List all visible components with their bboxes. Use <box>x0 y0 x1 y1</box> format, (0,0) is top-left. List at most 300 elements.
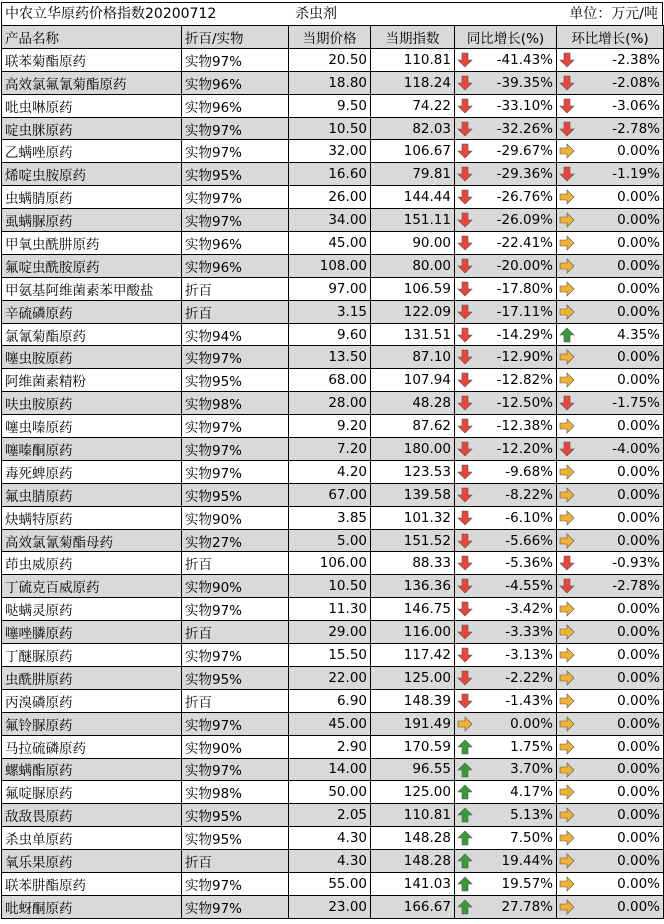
current-price: 15.50 <box>289 644 371 667</box>
yoy-change <box>455 71 557 94</box>
title-row <box>1 2 663 25</box>
mom-change <box>557 850 664 873</box>
table-row <box>2 689 664 712</box>
yoy-value: -12.50% <box>496 395 553 412</box>
yoy-value: -8.22% <box>505 486 553 503</box>
current-price: 9.20 <box>289 415 371 438</box>
current-price: 11.30 <box>289 598 371 621</box>
mom-change <box>557 232 664 255</box>
product-spec: 实物90% <box>182 735 289 758</box>
current-price: 6.90 <box>289 689 371 712</box>
table-row <box>2 827 664 850</box>
product-name: 甲氧虫酰肼原药 <box>2 232 182 255</box>
table-row <box>2 735 664 758</box>
product-spec: 实物96% <box>182 94 289 117</box>
yoy-value: -17.80% <box>496 280 553 297</box>
product-name: 呋虫胺原药 <box>2 392 182 415</box>
table-row <box>2 323 664 346</box>
product-spec: 实物97% <box>182 186 289 209</box>
table-body <box>2 48 664 918</box>
table-row <box>2 392 664 415</box>
yoy-value: -5.66% <box>505 532 553 549</box>
current-price: 45.00 <box>289 232 371 255</box>
yoy-change <box>455 689 557 712</box>
current-index: 151.52 <box>371 529 455 552</box>
yoy-change <box>455 804 557 827</box>
product-spec: 实物95% <box>182 163 289 186</box>
product-name: 啶虫脒原药 <box>2 117 182 140</box>
product-name: 辛硫磷原药 <box>2 300 182 323</box>
current-index: 148.28 <box>371 827 455 850</box>
mom-change <box>557 415 664 438</box>
yoy-value: -5.36% <box>505 555 553 572</box>
product-spec: 实物97% <box>182 644 289 667</box>
mom-value: 0.00% <box>617 898 660 915</box>
col-header-index: 当期指数 <box>371 26 455 49</box>
current-price: 3.85 <box>289 506 371 529</box>
mom-value: -2.38% <box>612 51 660 68</box>
current-price: 5.00 <box>289 529 371 552</box>
current-index: 74.22 <box>371 94 455 117</box>
table-row <box>2 415 664 438</box>
current-index: 96.55 <box>371 758 455 781</box>
current-price: 2.05 <box>289 804 371 827</box>
product-name: 烯啶虫胺原药 <box>2 163 182 186</box>
product-spec: 折百 <box>182 552 289 575</box>
current-price: 18.80 <box>289 71 371 94</box>
product-spec: 实物97% <box>182 117 289 140</box>
yoy-change <box>455 712 557 735</box>
mom-change <box>557 712 664 735</box>
table-row <box>2 781 664 804</box>
product-name: 氟虫腈原药 <box>2 483 182 506</box>
yoy-value: -1.43% <box>505 692 553 709</box>
current-index: 141.03 <box>371 872 455 895</box>
mom-change <box>557 621 664 644</box>
mom-value: 0.00% <box>617 692 660 709</box>
yoy-change <box>455 254 557 277</box>
product-name: 氟啶虫酰胺原药 <box>2 254 182 277</box>
yoy-value: -3.33% <box>505 624 553 641</box>
col-header-price: 当期价格 <box>289 26 371 49</box>
current-price: 13.50 <box>289 346 371 369</box>
product-name: 杀虫单原药 <box>2 827 182 850</box>
mom-value: 0.00% <box>617 303 660 320</box>
product-name: 高效氯氰菊酯母药 <box>2 529 182 552</box>
yoy-change <box>455 758 557 781</box>
yoy-value: 3.70% <box>510 761 553 778</box>
current-index: 116.00 <box>371 621 455 644</box>
mom-change <box>557 781 664 804</box>
col-header-name: 产品名称 <box>2 26 182 49</box>
mom-change <box>557 323 664 346</box>
table-row <box>2 621 664 644</box>
mom-change <box>557 277 664 300</box>
product-spec: 实物90% <box>182 506 289 529</box>
table-row <box>2 598 664 621</box>
col-header-spec: 折百/实物 <box>182 26 289 49</box>
mom-value: 0.00% <box>617 143 660 160</box>
product-name: 噻唑膦原药 <box>2 621 182 644</box>
yoy-change <box>455 209 557 232</box>
yoy-value: 1.75% <box>510 738 553 755</box>
current-price: 50.00 <box>289 781 371 804</box>
table-row <box>2 209 664 232</box>
current-price: 3.15 <box>289 300 371 323</box>
current-index: 148.28 <box>371 850 455 873</box>
yoy-change <box>455 621 557 644</box>
mom-value: 0.00% <box>617 257 660 274</box>
yoy-change <box>455 735 557 758</box>
yoy-change <box>455 94 557 117</box>
mom-value: 0.00% <box>617 624 660 641</box>
table-row <box>2 529 664 552</box>
current-index: 48.28 <box>371 392 455 415</box>
mom-value: -4.00% <box>612 440 660 457</box>
mom-value: 0.00% <box>617 646 660 663</box>
yoy-change <box>455 552 557 575</box>
current-price: 108.00 <box>289 254 371 277</box>
yoy-change <box>455 300 557 323</box>
product-name: 丁醚脲原药 <box>2 644 182 667</box>
table-row <box>2 644 664 667</box>
yoy-value: -12.38% <box>496 418 553 435</box>
product-name: 虱螨脲原药 <box>2 209 182 232</box>
product-spec: 折百 <box>182 689 289 712</box>
mom-change <box>557 346 664 369</box>
product-spec: 实物96% <box>182 254 289 277</box>
mom-change <box>557 758 664 781</box>
mom-change <box>557 689 664 712</box>
product-name: 氯氰菊酯原药 <box>2 323 182 346</box>
product-spec: 实物95% <box>182 369 289 392</box>
table-row <box>2 186 664 209</box>
product-spec: 实物97% <box>182 48 289 71</box>
current-index: 87.62 <box>371 415 455 438</box>
current-price: 4.30 <box>289 850 371 873</box>
yoy-change <box>455 346 557 369</box>
mom-change <box>557 94 664 117</box>
current-price: 9.50 <box>289 94 371 117</box>
current-index: 125.00 <box>371 666 455 689</box>
yoy-change <box>455 117 557 140</box>
product-name: 联苯菊酯原药 <box>2 48 182 71</box>
current-price: 10.50 <box>289 575 371 598</box>
yoy-value: -6.10% <box>505 509 553 526</box>
yoy-change <box>455 415 557 438</box>
yoy-value: -12.82% <box>496 372 553 389</box>
mom-change <box>557 71 664 94</box>
product-name: 吡蚜酮原药 <box>2 895 182 918</box>
mom-value: -3.06% <box>612 97 660 114</box>
product-name: 马拉硫磷原药 <box>2 735 182 758</box>
table-row <box>2 506 664 529</box>
product-spec: 实物98% <box>182 392 289 415</box>
yoy-change <box>455 781 557 804</box>
table-row <box>2 254 664 277</box>
current-index: 125.00 <box>371 781 455 804</box>
product-name: 氟铃脲原药 <box>2 712 182 735</box>
yoy-change <box>455 872 557 895</box>
yoy-change <box>455 483 557 506</box>
mom-value: 0.00% <box>617 349 660 366</box>
current-price: 45.00 <box>289 712 371 735</box>
product-name: 吡虫啉原药 <box>2 94 182 117</box>
yoy-change <box>455 895 557 918</box>
yoy-value: -12.90% <box>496 349 553 366</box>
product-spec: 实物27% <box>182 529 289 552</box>
yoy-change <box>455 186 557 209</box>
table-row <box>2 300 664 323</box>
current-index: 144.44 <box>371 186 455 209</box>
table-row <box>2 552 664 575</box>
current-index: 123.53 <box>371 460 455 483</box>
product-name: 炔螨特原药 <box>2 506 182 529</box>
mom-value: -1.75% <box>612 395 660 412</box>
table-row <box>2 712 664 735</box>
yoy-value: -20.00% <box>496 257 553 274</box>
product-spec: 实物97% <box>182 712 289 735</box>
mom-value: 4.35% <box>617 326 660 343</box>
yoy-change <box>455 48 557 71</box>
product-spec: 折百 <box>182 300 289 323</box>
current-price: 28.00 <box>289 392 371 415</box>
current-index: 146.75 <box>371 598 455 621</box>
yoy-change <box>455 598 557 621</box>
mom-change <box>557 598 664 621</box>
product-spec: 实物94% <box>182 323 289 346</box>
mom-change <box>557 804 664 827</box>
yoy-value: -39.35% <box>496 74 553 91</box>
mom-value: 0.00% <box>617 509 660 526</box>
mom-value: 0.00% <box>617 234 660 251</box>
product-name: 高效氯氟氰菊酯原药 <box>2 71 182 94</box>
mom-change <box>557 827 664 850</box>
product-spec: 实物98% <box>182 781 289 804</box>
table-row <box>2 346 664 369</box>
current-price: 67.00 <box>289 483 371 506</box>
product-name: 敌敌畏原药 <box>2 804 182 827</box>
mom-value: 0.00% <box>617 418 660 435</box>
mom-value: 0.00% <box>617 853 660 869</box>
current-price: 23.00 <box>289 895 371 918</box>
current-price: 20.50 <box>289 48 371 71</box>
yoy-change <box>455 323 557 346</box>
mom-change <box>557 392 664 415</box>
yoy-value: 5.13% <box>510 807 553 824</box>
product-name: 噻虫胺原药 <box>2 346 182 369</box>
mom-value: 0.00% <box>617 669 660 686</box>
mom-value: -1.19% <box>612 166 660 183</box>
current-index: 79.81 <box>371 163 455 186</box>
mom-change <box>557 254 664 277</box>
mom-change <box>557 117 664 140</box>
mom-value: 0.00% <box>617 807 660 824</box>
yoy-value: 27.78% <box>501 898 553 915</box>
current-price: 14.00 <box>289 758 371 781</box>
yoy-change <box>455 575 557 598</box>
product-name: 虫酰肼原药 <box>2 666 182 689</box>
product-spec: 实物97% <box>182 438 289 461</box>
yoy-value: -4.55% <box>505 578 553 595</box>
product-name: 虫螨腈原药 <box>2 186 182 209</box>
current-index: 180.00 <box>371 438 455 461</box>
yoy-change <box>455 438 557 461</box>
yoy-value: -29.67% <box>496 143 553 160</box>
mom-value: -2.08% <box>612 74 660 91</box>
table-row <box>2 277 664 300</box>
yoy-value: -22.41% <box>496 234 553 251</box>
current-index: 122.09 <box>371 300 455 323</box>
table-row <box>2 438 664 461</box>
current-price: 2.90 <box>289 735 371 758</box>
table-row <box>2 460 664 483</box>
yoy-value: 0.00% <box>510 715 553 732</box>
mom-change <box>557 48 664 71</box>
current-price: 10.50 <box>289 117 371 140</box>
mom-change <box>557 895 664 918</box>
col-header-mom: 环比增长(%) <box>557 26 664 49</box>
current-price: 4.30 <box>289 827 371 850</box>
current-index: 117.42 <box>371 644 455 667</box>
current-price: 7.20 <box>289 438 371 461</box>
product-spec: 实物97% <box>182 598 289 621</box>
yoy-value: -26.76% <box>496 189 553 206</box>
product-spec: 实物90% <box>182 575 289 598</box>
mom-change <box>557 438 664 461</box>
mom-change <box>557 300 664 323</box>
yoy-value: -9.68% <box>505 463 553 480</box>
yoy-change <box>455 644 557 667</box>
current-index: 101.32 <box>371 506 455 529</box>
mom-change <box>557 506 664 529</box>
mom-value: -2.78% <box>612 578 660 595</box>
mom-value: 0.00% <box>617 875 660 892</box>
current-index: 106.59 <box>371 277 455 300</box>
yoy-value: -14.29% <box>496 326 553 343</box>
current-index: 107.94 <box>371 369 455 392</box>
yoy-change <box>455 392 557 415</box>
current-index: 110.81 <box>371 804 455 827</box>
product-name: 毒死蜱原药 <box>2 460 182 483</box>
mom-value: 0.00% <box>617 830 660 847</box>
price-table <box>1 25 664 919</box>
mom-value: 0.00% <box>617 761 660 778</box>
mom-value: 0.00% <box>617 715 660 732</box>
yoy-value: -2.22% <box>505 669 553 686</box>
yoy-value: 19.57% <box>501 875 553 892</box>
mom-change <box>557 666 664 689</box>
yoy-change <box>455 529 557 552</box>
current-index: 82.03 <box>371 117 455 140</box>
mom-change <box>557 140 664 163</box>
yoy-value: 19.44% <box>501 853 553 869</box>
yoy-value: -12.20% <box>496 440 553 457</box>
mom-value: 0.00% <box>617 463 660 480</box>
mom-change <box>557 369 664 392</box>
product-name: 乙螨唑原药 <box>2 140 182 163</box>
current-index: 80.00 <box>371 254 455 277</box>
sheet-title: 中农立华原药价格指数20200712 <box>5 6 217 22</box>
yoy-value: 7.50% <box>510 830 553 847</box>
yoy-change <box>455 850 557 873</box>
mom-value: 0.00% <box>617 372 660 389</box>
mom-value: 0.00% <box>617 532 660 549</box>
mom-change <box>557 483 664 506</box>
current-index: 151.11 <box>371 209 455 232</box>
current-price: 16.60 <box>289 163 371 186</box>
product-name: 甲氨基阿维菌素苯甲酸盐 <box>2 277 182 300</box>
product-name: 噻虫嗪原药 <box>2 415 182 438</box>
table-row <box>2 369 664 392</box>
product-spec: 折百 <box>182 850 289 873</box>
current-price: 29.00 <box>289 621 371 644</box>
current-price: 4.20 <box>289 460 371 483</box>
current-index: 87.10 <box>371 346 455 369</box>
current-price: 68.00 <box>289 369 371 392</box>
current-index: 88.33 <box>371 552 455 575</box>
product-name: 丁硫克百威原药 <box>2 575 182 598</box>
current-index: 191.49 <box>371 712 455 735</box>
table-row <box>2 48 664 71</box>
current-price: 34.00 <box>289 209 371 232</box>
current-index: 166.67 <box>371 895 455 918</box>
product-spec: 实物97% <box>182 758 289 781</box>
yoy-change <box>455 506 557 529</box>
header-row <box>2 26 664 49</box>
current-index: 90.00 <box>371 232 455 255</box>
product-spec: 实物96% <box>182 232 289 255</box>
mom-change <box>557 552 664 575</box>
product-spec: 实物97% <box>182 460 289 483</box>
current-index: 148.39 <box>371 689 455 712</box>
product-spec: 实物97% <box>182 895 289 918</box>
product-spec: 实物97% <box>182 209 289 232</box>
current-index: 118.24 <box>371 71 455 94</box>
yoy-change <box>455 369 557 392</box>
mom-change <box>557 529 664 552</box>
category-label: 杀虫剂 <box>295 6 337 22</box>
yoy-change <box>455 460 557 483</box>
table-row <box>2 804 664 827</box>
yoy-value: 4.17% <box>510 784 553 801</box>
price-index-sheet <box>1 2 663 919</box>
yoy-value: -33.10% <box>496 97 553 114</box>
mom-change <box>557 163 664 186</box>
product-spec: 实物95% <box>182 483 289 506</box>
yoy-value: -29.36% <box>496 166 553 183</box>
table-row <box>2 232 664 255</box>
table-row <box>2 163 664 186</box>
current-price: 22.00 <box>289 666 371 689</box>
current-index: 136.36 <box>371 575 455 598</box>
table-row <box>2 850 664 873</box>
mom-change <box>557 872 664 895</box>
table-row <box>2 483 664 506</box>
product-name: 氟啶脲原药 <box>2 781 182 804</box>
mom-change <box>557 735 664 758</box>
mom-change <box>557 209 664 232</box>
product-spec: 实物95% <box>182 804 289 827</box>
table-row <box>2 666 664 689</box>
current-index: 139.58 <box>371 483 455 506</box>
product-spec: 实物97% <box>182 415 289 438</box>
current-index: 131.51 <box>371 323 455 346</box>
product-spec: 实物96% <box>182 71 289 94</box>
yoy-change <box>455 277 557 300</box>
product-name: 联苯肼酯原药 <box>2 872 182 895</box>
product-spec: 实物95% <box>182 827 289 850</box>
